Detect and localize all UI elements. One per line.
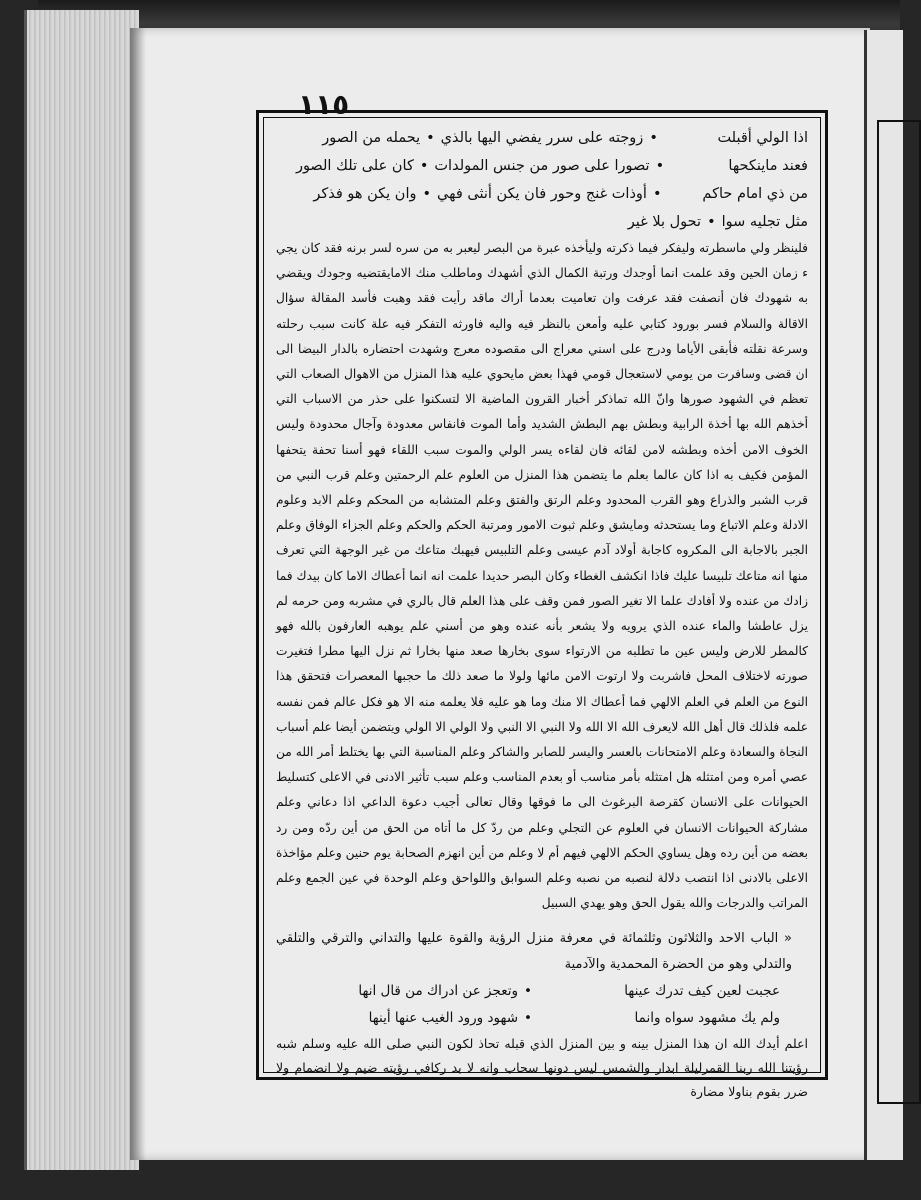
hemistich: شهود ورود الغيب عنها أينها [368,1010,519,1027]
verse-separator: • [524,983,532,1000]
verse-line [276,1005,780,1032]
verse-line [276,180,808,208]
text-frame [263,117,821,1100]
hemistich [276,208,486,236]
page-stack-edge [24,10,139,1170]
verse-line [276,978,780,1005]
hemistich: اذا الولي أقبلت [717,130,808,146]
verse-separator: • [652,186,662,202]
facing-page-frame [877,120,921,1104]
hemistich: وان يكن هو فذكر [313,186,417,202]
hemistich: زوجته على سرر يفضي اليها بالذي [440,130,644,146]
closing-prose: اعلم أيدك الله ان هذا المنزل بينه و بين المنزل الذي قبله تحاذ لكون النبي صلى الله عليه وسلم شبه رؤيتنا الله ربنا القمرليلة ابدار والشمس ليس دونها سحاب وانه لا بد ركافي رؤيته ضيم ولا انضمام ولا ضرر بقوم بناولا مضارة [276,1036,808,1100]
verse-separator: • [649,130,658,146]
facing-page-edge [864,30,903,1160]
verse-separator: • [524,1010,532,1027]
hemistich: كان على تلك الصور [295,158,414,174]
page-number: ١١٥ [298,88,350,121]
bottom-poem [276,978,808,1032]
verse-separator: • [426,130,435,146]
hemistich: عجبت لعين كيف تدرك عينها [624,983,780,1000]
chapter-bracket-icon: « [784,931,792,947]
hemistich: يحمله من الصور [322,130,421,146]
hemistich: تصورا على صور من جنس المولدات [434,158,650,174]
verse-separator: • [707,214,716,230]
hemistich: تحول بلا غير [627,214,702,230]
top-poem [276,124,808,236]
hemistich: وتعجز عن ادراك من قال انها [358,983,519,1000]
hemistich: من ذي امام حاكم [702,186,808,202]
hemistich: فعند ماينكحها [728,158,808,174]
verse-separator: • [422,186,432,202]
main-prose: فلينظر ولي ماسطرته وليفكر فيما ذكرته وليأخذه عبرة من البصر ليعبر به من سره لسر برنه فقد كان يجي ء زمان الحين وقد علمت انما أوجدك ورتبة الكمال الذي أشهدك وماطلب منك الامايقتضيه وجودك ويقضي به شهودك فان أنصفت فقد عرفت وان تعاميت بعدما أراك ماقد رأيت فقد وهبت فأسد المقالة سؤال الاقالة والسلام فسر بورود كتابي عليه وأمعن بالنظر فيه واليه فاورثه التفكر فيه علة كانت سبب رحلته وسرعة نقلته فأبقى الأياما ودرج على اسني معراج الى مقصوده معرج وشهدت احتضاره بالدار البيضا الى ان قضى وسافرت من يومي لاستعجال قومي فهذا بعض مايحوي عليه هذا المنزل من الاهوال الصعاب التي تعظم في الشهود صورها وانّ الله تماذكر أخبار القرون الماضية الا لتسكنوا على حذر من الاسباب التي أخذهم الله بها أخذة الرابية وبطش بهم البطش الشديد وأما الموت فانفاس معدودة وآجال محدودة وليس الخوف الامن أخذه وبطشه لامن لقائه فان لقاءه يسر الولي والموت سبب اللقاء فهو أسنا تحفة يتحفها المؤمن فكيف به اذا كان عالما بعلم ما يتضمن هذا المنزل من العلوم علم الرحمتين وعلم قرب النبي من قرب الشبر والذراع وهو القرب المحدود وعلم الرتق والفتق وعلم المتشابه من المحكم وعلم الابد وعلوم الادلة وعلم الاتباع وما يستحدثه ومايشق وعلم ثبوت الامور ومرتبة الحكم والحكم وعلم الجزاء الوفاق وعلم الجبر بالاجابة الى المكروه كاجابة أولاد آدم عيسى وعلم التلبيس فيهبك متاعك من غير الوجهة التي تعرف منها انه متاعك تلبيسا عليك فاذا انكشف الغطاء وكان البصر حديدا علمت انه انما أعطاك الاما كان بيدك فما زادك من عنده ولا أفادك علما الا تغير الصور فمن وقف على هذا العلم قال بالري في مشربه ومن حرمه لم يزل عاطشا والماء عنده الذي يرويه ولا يشعر بأنه عنده وهو من أسني علم يوهبه العارفون بالله فهو كالمطر للارض وليس عين ما تطلبه من الارتواء سوى بخارها صعد منها بخارا ثم نزل اليها مطرا فتغيرت صورته لاختلاف المحل فاشربت ولا ارتوت الامن مائها ولولا ما صعد ذلك ما حجبها المعصرات فتحقق هذا النوع من العلم في العلم الالهي فما أعطاك الا منك وما هو عليه فلا يعلمه منه الا هو فكل عالم فمن نفسه علمه فلذلك قال أهل الله لايعرف الله الا الله ولا النبي الا النبي ولا الولي الا الولي ويتضمن أيضا علم أسباب النجاة والسعادة وعلم الامتحانات بالعسر واليسر للصابر والشاكر وعلم المناسبة التي بها يختلط أمر الله من عصي أمره ومن امتثله هل امتثله بأمر مناسب أو بعدم المناسب وعلم سبب تأثير الادنى في الاعلى كتسليط الحيوانات على الانسان كقرصة البرغوث الى ما فوقها وقال تعالى أجيب دعوة الداعي اذا دعاني وعلم مشاركة الحيوانات الانسان في العلوم عن التجلي وعلم من ردّ كل ما أتاه من الحق من أين ردّه ومن رد بعضه من أين رده وهل يساوي الحكم الالهي فيهم أم لا وعلم من أين انهزم الصحابة يوم حنين وعلم مؤاخذة الاعلى بالادنى اذا انتصب دلالة لنصبه من نصبه وعلم السوابق واللواحق وعلم الوحدة في عين الجمع وعلم المراتب والدرجات والله يقول الحق وهو يهدي السبيل [276,241,808,911]
chapter-title [276,926,808,978]
verse-separator: • [419,158,429,174]
hemistich: أوذات غنج وحور فان يكن أنثى فهي [437,186,647,202]
gutter-shadow [130,28,146,1160]
hemistich: مثل تجليه سوا [721,214,808,230]
verse-line [276,152,808,180]
chapter-title-text: الباب الاحد والثلاثون وثلثمائة في معرفة منزل الرؤية والقوة عليها والتداني والترقي والتلقي والتدلي وهو من الحضرة المحمدية والآدمية [276,931,792,973]
verse-line [276,124,808,152]
verse-separator: • [655,158,665,174]
hemistich: ولم يك مشهود سواه وانما [634,1010,780,1027]
verse-line [276,208,808,236]
